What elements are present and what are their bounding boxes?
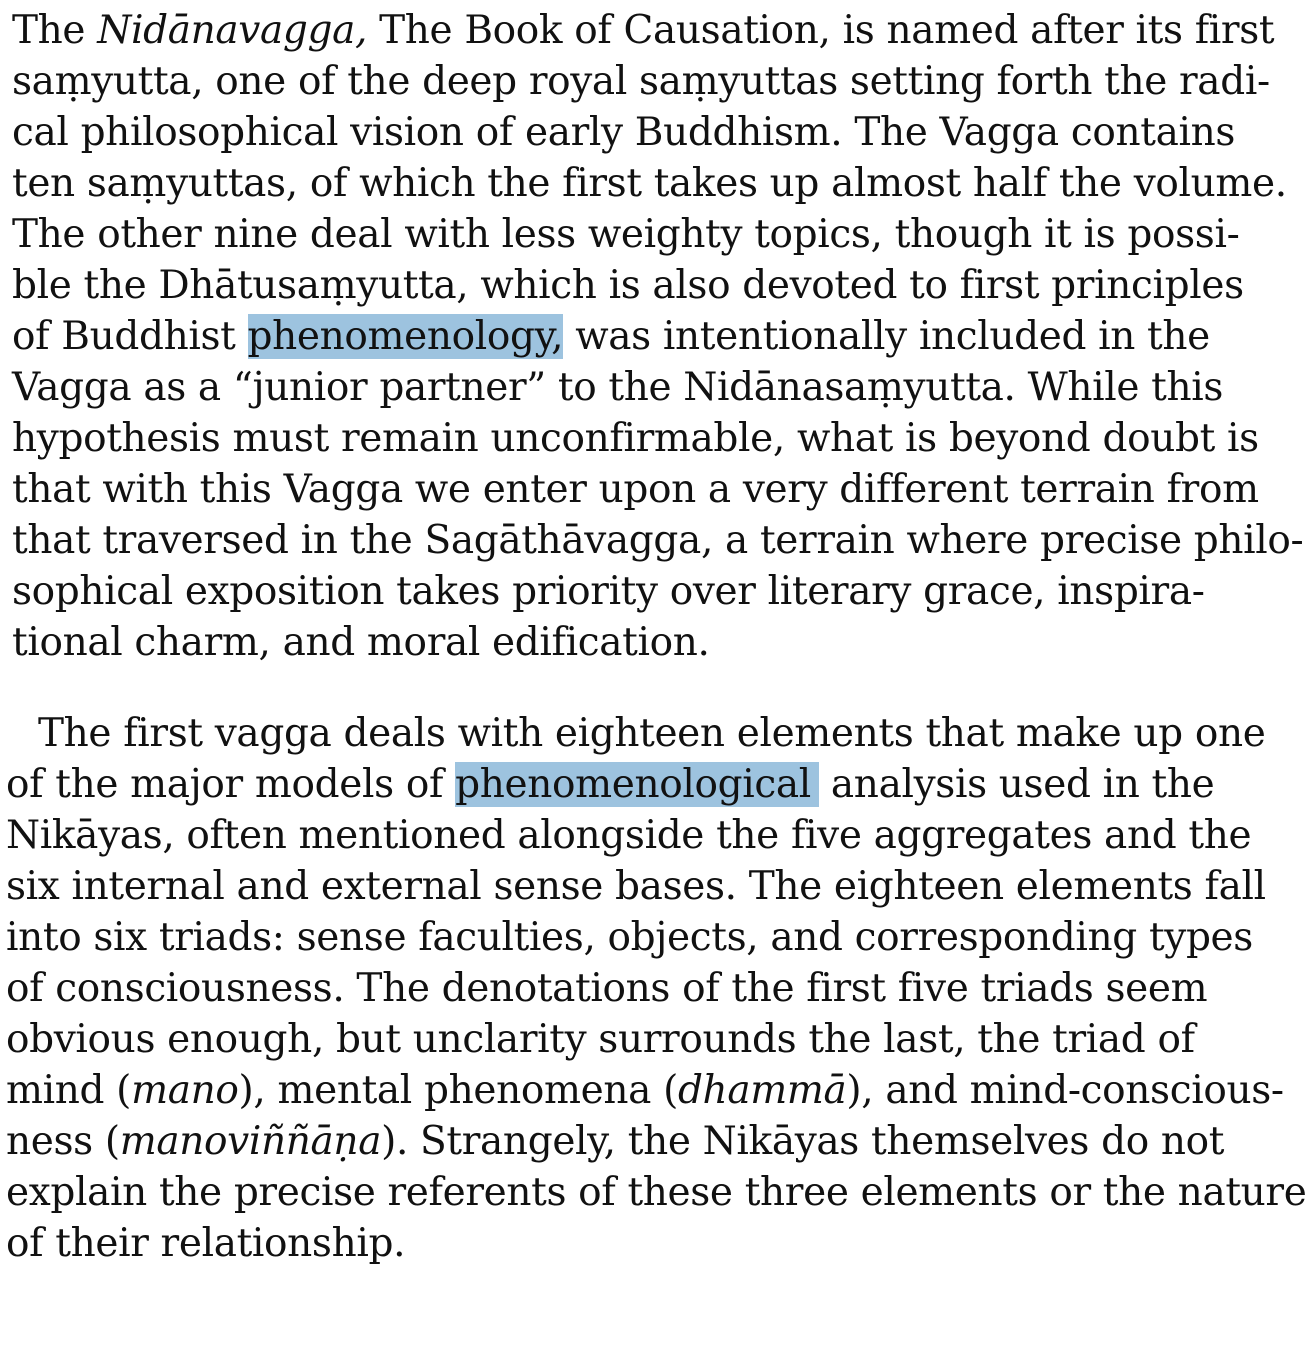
text-segment: ). Strangely, the Nikāyas themselves do not (381, 1119, 1225, 1164)
text-segment: analysis used in the (818, 762, 1215, 807)
text-line: The other nine deal with less weighty topics, though it is possi- (12, 212, 1240, 257)
text-line: Nikāyas, often mentioned alongside the five aggregates and the (6, 813, 1252, 858)
text-line: explain the precise referents of these three elements or the nature (6, 1170, 1306, 1215)
text-line: cal philosophical vision of early Buddhism. The Vagga contains (12, 110, 1236, 155)
text-line (6, 759, 1215, 811)
text-segment: ness ( (6, 1119, 120, 1164)
text-segment: ), and mind-conscious- (846, 1068, 1284, 1113)
text-line: sophical exposition takes priority over literary grace, inspira- (12, 569, 1205, 614)
text-segment: was intentionally included in the (563, 314, 1210, 359)
pali-term-italic: mano (131, 1068, 239, 1113)
highlighted-term[interactable]: phenomenology, (247, 314, 564, 359)
text-line: ble the Dhātusaṃyutta, which is also devoted to first principles (12, 263, 1244, 308)
text-line: The first vagga deals with eighteen elements that make up one (38, 711, 1266, 756)
pali-term-italic: manoviññāṇa (119, 1119, 382, 1164)
book-title-italic: Nidānavagga, (97, 8, 368, 53)
text-line: of consciousness. The denotations of the first five triads seem (6, 966, 1208, 1011)
text-segment: ), mental phenomena ( (238, 1068, 678, 1113)
text-segment: of Buddhist (12, 314, 248, 359)
text-segment: of the major models of (6, 762, 456, 807)
text-line: hypothesis must remain unconfirmable, what is beyond doubt is (12, 416, 1259, 461)
text-line: tional charm, and moral edification. (12, 620, 710, 665)
highlighted-term[interactable]: phenomenological (455, 762, 819, 807)
text-line: obvious enough, but unclarity surrounds the last, the triad of (6, 1017, 1195, 1062)
text-line (6, 1065, 1284, 1117)
text-segment: The Book of Causation, is named after its first (367, 8, 1275, 53)
pali-term-italic: dhammā (677, 1068, 847, 1113)
text-line (6, 1116, 1225, 1168)
text-line: that traversed in the Sagāthāvagga, a terrain where precise philo- (12, 518, 1304, 563)
text-segment: The (12, 8, 98, 53)
text-line: Vagga as a “junior partner” to the Nidānasaṃyutta. While this (12, 365, 1224, 410)
text-line: six internal and external sense bases. The eighteen elements fall (6, 864, 1266, 909)
text-line: into six triads: sense faculties, objects, and corresponding types (6, 915, 1253, 960)
text-segment: mind ( (6, 1068, 132, 1113)
text-line: ten saṃyuttas, of which the first takes up almost half the volume. (12, 161, 1287, 206)
text-line: of their relationship. (6, 1221, 406, 1266)
text-line (12, 5, 1275, 57)
text-line (12, 311, 1210, 363)
text-line: that with this Vagga we enter upon a very different terrain from (12, 467, 1259, 512)
text-line: saṃyutta, one of the deep royal saṃyuttas setting forth the radi- (12, 59, 1270, 104)
